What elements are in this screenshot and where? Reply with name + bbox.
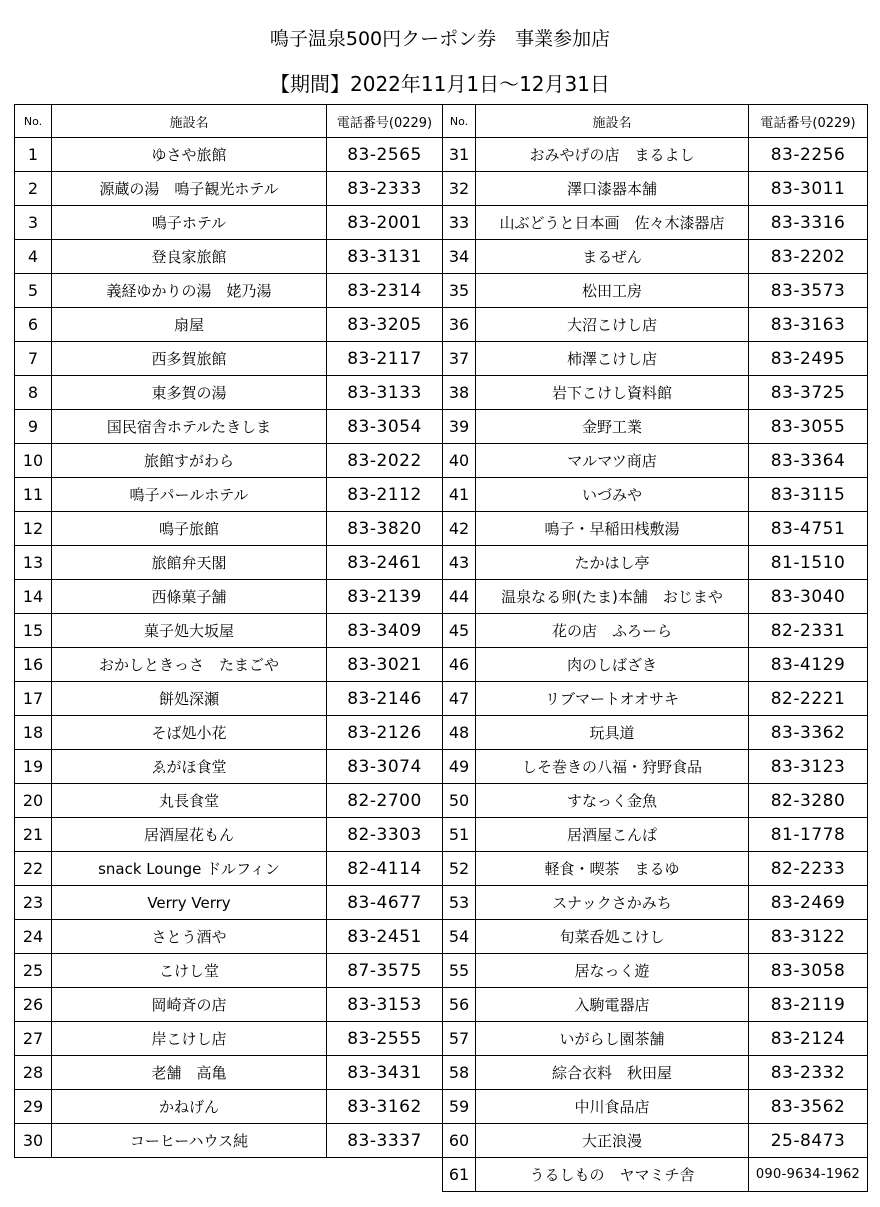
table-row — [15, 444, 443, 478]
phone-number: 83-2451 — [327, 920, 443, 954]
row-number: 13 — [15, 546, 52, 580]
table-row — [443, 1090, 868, 1124]
row-number: 51 — [443, 818, 476, 852]
row-number: 15 — [15, 614, 52, 648]
facility-name: 澤口漆器本舗 — [476, 172, 749, 206]
row-number: 33 — [443, 206, 476, 240]
phone-number: 82-4114 — [327, 852, 443, 886]
facility-name: 鳴子ホテル — [52, 206, 327, 240]
table-row — [15, 784, 443, 818]
table-row — [443, 546, 868, 580]
facility-name: 西條菓子舗 — [52, 580, 327, 614]
phone-number: 83-2119 — [749, 988, 868, 1022]
phone-number: 83-3573 — [749, 274, 868, 308]
row-number: 57 — [443, 1022, 476, 1056]
phone-number: 83-2112 — [327, 478, 443, 512]
row-number: 12 — [15, 512, 52, 546]
row-number: 23 — [15, 886, 52, 920]
participant-table-left — [14, 104, 443, 1158]
row-number: 14 — [15, 580, 52, 614]
facility-name: 松田工房 — [476, 274, 749, 308]
facility-name: 岩下こけし資料館 — [476, 376, 749, 410]
phone-number: 83-2333 — [327, 172, 443, 206]
phone-number: 25-8473 — [749, 1124, 868, 1158]
facility-name: うるしもの ヤマミチ舎 — [476, 1158, 749, 1192]
row-number: 52 — [443, 852, 476, 886]
row-number: 47 — [443, 682, 476, 716]
facility-name: まるぜん — [476, 240, 749, 274]
facility-name: 玩具道 — [476, 716, 749, 750]
phone-number: 83-3820 — [327, 512, 443, 546]
table-row — [15, 1090, 443, 1124]
facility-name: 中川食品店 — [476, 1090, 749, 1124]
facility-name: ゑがほ食堂 — [52, 750, 327, 784]
phone-number: 83-3055 — [749, 410, 868, 444]
row-number: 35 — [443, 274, 476, 308]
table-row — [443, 138, 868, 172]
table-row — [15, 308, 443, 342]
row-number: 25 — [15, 954, 52, 988]
phone-number: 83-2332 — [749, 1056, 868, 1090]
row-number: 1 — [15, 138, 52, 172]
table-row — [443, 886, 868, 920]
table-row — [443, 1158, 868, 1192]
table-row — [443, 274, 868, 308]
row-number: 21 — [15, 818, 52, 852]
phone-number: 83-2126 — [327, 716, 443, 750]
row-number: 43 — [443, 546, 476, 580]
row-number: 5 — [15, 274, 52, 308]
table-row — [15, 886, 443, 920]
table-row — [15, 818, 443, 852]
table-row — [443, 1124, 868, 1158]
facility-name: 山ぶどうと日本画 佐々木漆器店 — [476, 206, 749, 240]
table-row — [443, 1022, 868, 1056]
row-number: 18 — [15, 716, 52, 750]
facility-name: Verry Verry — [52, 886, 327, 920]
table-row — [443, 750, 868, 784]
table-row — [15, 512, 443, 546]
table-row — [15, 750, 443, 784]
phone-number: 83-2139 — [327, 580, 443, 614]
facility-name: 綜合衣料 秋田屋 — [476, 1056, 749, 1090]
phone-number: 83-3316 — [749, 206, 868, 240]
phone-number: 83-3163 — [749, 308, 868, 342]
row-number: 55 — [443, 954, 476, 988]
table-row — [443, 172, 868, 206]
phone-number: 83-3021 — [327, 648, 443, 682]
facility-name: 義経ゆかりの湯 姥乃湯 — [52, 274, 327, 308]
phone-number: 83-2001 — [327, 206, 443, 240]
facility-name: いづみや — [476, 478, 749, 512]
phone-number: 83-2146 — [327, 682, 443, 716]
table-row — [443, 376, 868, 410]
table-row — [443, 852, 868, 886]
phone-number: 83-3205 — [327, 308, 443, 342]
facility-name: snack Lounge ドルフィン — [52, 852, 327, 886]
facility-name: 花の店 ふろーら — [476, 614, 749, 648]
phone-number: 83-3725 — [749, 376, 868, 410]
participant-table-right — [442, 104, 868, 1192]
table-row — [15, 546, 443, 580]
facility-name: リブマートオオサキ — [476, 682, 749, 716]
facility-name: 居なっく遊 — [476, 954, 749, 988]
phone-number: 83-3115 — [749, 478, 868, 512]
facility-name: マルマツ商店 — [476, 444, 749, 478]
facility-name: 国民宿舎ホテルたきしま — [52, 410, 327, 444]
phone-number: 83-3337 — [327, 1124, 443, 1158]
table-row — [443, 614, 868, 648]
phone-number: 83-3058 — [749, 954, 868, 988]
row-number: 4 — [15, 240, 52, 274]
row-number: 20 — [15, 784, 52, 818]
facility-name: 岸こけし店 — [52, 1022, 327, 1056]
table-row — [15, 988, 443, 1022]
facility-name: さとう酒や — [52, 920, 327, 954]
table-row — [443, 206, 868, 240]
table-row — [15, 580, 443, 614]
table-row — [15, 240, 443, 274]
table-row — [15, 342, 443, 376]
row-number: 56 — [443, 988, 476, 1022]
phone-number: 090-9634-1962 — [749, 1158, 868, 1192]
phone-number: 83-4677 — [327, 886, 443, 920]
facility-name: 居酒屋花もん — [52, 818, 327, 852]
table-row — [443, 342, 868, 376]
table-row — [15, 954, 443, 988]
facility-name: そば処小花 — [52, 716, 327, 750]
row-number: 54 — [443, 920, 476, 954]
facility-name: 柿澤こけし店 — [476, 342, 749, 376]
row-number: 8 — [15, 376, 52, 410]
phone-number: 82-2233 — [749, 852, 868, 886]
row-number: 36 — [443, 308, 476, 342]
row-number: 7 — [15, 342, 52, 376]
facility-name: 鳴子パールホテル — [52, 478, 327, 512]
facility-name: 登良家旅館 — [52, 240, 327, 274]
phone-number: 83-3122 — [749, 920, 868, 954]
phone-number: 83-3054 — [327, 410, 443, 444]
phone-number: 82-2221 — [749, 682, 868, 716]
row-number: 49 — [443, 750, 476, 784]
phone-number: 83-3364 — [749, 444, 868, 478]
header-name: 施設名 — [476, 105, 749, 138]
row-number: 6 — [15, 308, 52, 342]
table-row — [443, 444, 868, 478]
row-number: 31 — [443, 138, 476, 172]
table-row — [15, 410, 443, 444]
table-row — [15, 852, 443, 886]
phone-number: 83-3362 — [749, 716, 868, 750]
row-number: 32 — [443, 172, 476, 206]
phone-number: 81-1510 — [749, 546, 868, 580]
phone-number: 83-2461 — [327, 546, 443, 580]
facility-name: 鳴子・早稲田桟敷湯 — [476, 512, 749, 546]
row-number: 27 — [15, 1022, 52, 1056]
phone-number: 83-2555 — [327, 1022, 443, 1056]
period-label: 【期間】2022年11月1日～12月31日 — [270, 72, 610, 96]
phone-number: 83-2117 — [327, 342, 443, 376]
phone-number: 83-4129 — [749, 648, 868, 682]
row-number: 9 — [15, 410, 52, 444]
phone-number: 83-3040 — [749, 580, 868, 614]
facility-name: 大沼こけし店 — [476, 308, 749, 342]
facility-name: 金野工業 — [476, 410, 749, 444]
row-number: 44 — [443, 580, 476, 614]
row-number: 61 — [443, 1158, 476, 1192]
header-name: 施設名 — [52, 105, 327, 138]
table-row — [15, 478, 443, 512]
row-number: 42 — [443, 512, 476, 546]
facility-name: こけし堂 — [52, 954, 327, 988]
phone-number: 82-2331 — [749, 614, 868, 648]
table-row — [15, 138, 443, 172]
phone-number: 83-3133 — [327, 376, 443, 410]
facility-name: 温泉なる卵(たま)本舗 おじまや — [476, 580, 749, 614]
phone-number: 82-3303 — [327, 818, 443, 852]
facility-name: 旅館すがわら — [52, 444, 327, 478]
table-header-row — [15, 105, 443, 138]
table-row — [443, 240, 868, 274]
row-number: 40 — [443, 444, 476, 478]
row-number: 16 — [15, 648, 52, 682]
header-no: No. — [15, 105, 52, 138]
phone-number: 83-2202 — [749, 240, 868, 274]
row-number: 53 — [443, 886, 476, 920]
table-row — [15, 172, 443, 206]
table-row — [15, 682, 443, 716]
row-number: 38 — [443, 376, 476, 410]
table-row — [443, 512, 868, 546]
phone-number: 83-2256 — [749, 138, 868, 172]
table-row — [443, 682, 868, 716]
row-number: 30 — [15, 1124, 52, 1158]
table-row — [15, 648, 443, 682]
page-title: 鳴子温泉500円クーポン券 事業参加店 — [269, 28, 611, 50]
table-row — [443, 580, 868, 614]
facility-name: 源蔵の湯 鳴子観光ホテル — [52, 172, 327, 206]
row-number: 11 — [15, 478, 52, 512]
table-row — [15, 1124, 443, 1158]
table-row — [15, 274, 443, 308]
facility-name: 老舗 高亀 — [52, 1056, 327, 1090]
phone-number: 83-2022 — [327, 444, 443, 478]
row-number: 46 — [443, 648, 476, 682]
facility-name: おみやげの店 まるよし — [476, 138, 749, 172]
row-number: 26 — [15, 988, 52, 1022]
facility-name: 西多賀旅館 — [52, 342, 327, 376]
table-row — [443, 784, 868, 818]
row-number: 50 — [443, 784, 476, 818]
facility-name: 旬菜呑処こけし — [476, 920, 749, 954]
table-row — [15, 1022, 443, 1056]
facility-name: 旅館弁天閣 — [52, 546, 327, 580]
row-number: 28 — [15, 1056, 52, 1090]
table-row — [443, 648, 868, 682]
facility-name: 丸長食堂 — [52, 784, 327, 818]
table-row — [15, 920, 443, 954]
table-row — [15, 206, 443, 240]
facility-name: 扇屋 — [52, 308, 327, 342]
row-number: 34 — [443, 240, 476, 274]
table-row — [443, 1056, 868, 1090]
phone-number: 87-3575 — [327, 954, 443, 988]
row-number: 37 — [443, 342, 476, 376]
header-tel: 電話番号(0229) — [749, 105, 868, 138]
phone-number: 83-2314 — [327, 274, 443, 308]
phone-number: 83-3074 — [327, 750, 443, 784]
phone-number: 83-4751 — [749, 512, 868, 546]
facility-name: 東多賀の湯 — [52, 376, 327, 410]
facility-name: おかしときっさ たまごや — [52, 648, 327, 682]
table-row — [443, 308, 868, 342]
phone-number: 83-3153 — [327, 988, 443, 1022]
facility-name: いがらし園茶舗 — [476, 1022, 749, 1056]
row-number: 10 — [15, 444, 52, 478]
facility-name: 大正浪漫 — [476, 1124, 749, 1158]
row-number: 58 — [443, 1056, 476, 1090]
row-number: 2 — [15, 172, 52, 206]
row-number: 17 — [15, 682, 52, 716]
phone-number: 82-3280 — [749, 784, 868, 818]
facility-name: たかはし亭 — [476, 546, 749, 580]
facility-name: 居酒屋こんぱ — [476, 818, 749, 852]
phone-number: 81-1778 — [749, 818, 868, 852]
row-number: 45 — [443, 614, 476, 648]
phone-number: 83-3011 — [749, 172, 868, 206]
table-row — [15, 614, 443, 648]
table-row — [443, 988, 868, 1022]
row-number: 29 — [15, 1090, 52, 1124]
header-tel: 電話番号(0229) — [327, 105, 443, 138]
phone-number: 83-2124 — [749, 1022, 868, 1056]
table-header-row — [443, 105, 868, 138]
facility-name: 肉のしばざき — [476, 648, 749, 682]
phone-number: 83-2565 — [327, 138, 443, 172]
facility-name: 餅処深瀬 — [52, 682, 327, 716]
phone-number: 83-2495 — [749, 342, 868, 376]
phone-number: 83-3123 — [749, 750, 868, 784]
row-number: 60 — [443, 1124, 476, 1158]
phone-number: 82-2700 — [327, 784, 443, 818]
table-row — [443, 410, 868, 444]
facility-name: 鳴子旅館 — [52, 512, 327, 546]
facility-name: ゆさや旅館 — [52, 138, 327, 172]
facility-name: スナックさかみち — [476, 886, 749, 920]
facility-name: 岡崎斉の店 — [52, 988, 327, 1022]
phone-number: 83-2469 — [749, 886, 868, 920]
row-number: 41 — [443, 478, 476, 512]
table-row — [443, 920, 868, 954]
row-number: 39 — [443, 410, 476, 444]
row-number: 22 — [15, 852, 52, 886]
facility-name: コーヒーハウス純 — [52, 1124, 327, 1158]
phone-number: 83-3409 — [327, 614, 443, 648]
phone-number: 83-3562 — [749, 1090, 868, 1124]
facility-name: 軽食・喫茶 まるゆ — [476, 852, 749, 886]
row-number: 48 — [443, 716, 476, 750]
table-row — [443, 954, 868, 988]
facility-name: 入駒電器店 — [476, 988, 749, 1022]
phone-number: 83-3162 — [327, 1090, 443, 1124]
table-row — [443, 716, 868, 750]
phone-number: 83-3131 — [327, 240, 443, 274]
facility-name: すなっく金魚 — [476, 784, 749, 818]
row-number: 24 — [15, 920, 52, 954]
table-row — [443, 818, 868, 852]
facility-name: しそ巻きの八福・狩野食品 — [476, 750, 749, 784]
row-number: 3 — [15, 206, 52, 240]
table-row — [443, 478, 868, 512]
table-row — [15, 1056, 443, 1090]
facility-name: かねげん — [52, 1090, 327, 1124]
table-row — [15, 716, 443, 750]
row-number: 19 — [15, 750, 52, 784]
header-no: No. — [443, 105, 476, 138]
facility-name: 菓子処大坂屋 — [52, 614, 327, 648]
phone-number: 83-3431 — [327, 1056, 443, 1090]
table-row — [15, 376, 443, 410]
row-number: 59 — [443, 1090, 476, 1124]
